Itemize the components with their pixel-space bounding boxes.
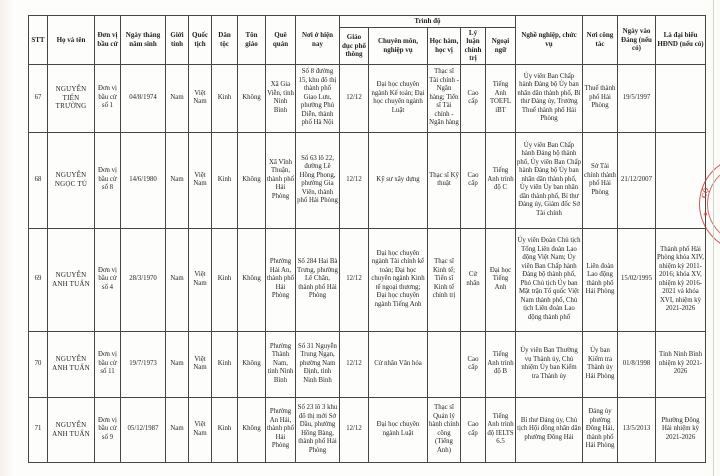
cell-chuyen-mon-nghiep-vu: Đại học chuyên ngành Luật [369,397,428,462]
cell-don-vi-bau-cu: Đơn vị bầu cử số 8 [95,132,121,228]
cell-ngoai-ngu: Đại học Tiếng Anh [486,228,516,331]
cell-ho-va-ten: NGUYỄN NGỌC TÚ [48,132,95,228]
cell-dai-bieu-hdnd: Thành phố Hải Phòng khóa XIV, nhiệm kỳ 2011-2016; khóa XV, nhiệm kỳ 2016-2021 và khóa XVI, nhiệm kỳ 2021-2026 [656,228,706,331]
cell-giao-duc-pho-thong: 12/12 [340,331,369,397]
cell-nghe-nghiep-chuc-vu: Bí thư Đảng ủy, Chủ tịch Hội đồng nhân dân phường Đông Hải [516,397,583,462]
cell-dan-toc: Kinh [212,132,238,228]
cell-ngay-vao-dang: 15/02/1995 [618,228,656,331]
cell-stt: 71 [29,397,48,462]
cell-que-quan: Phường An Hải, thành phố Hải Phòng [266,397,296,462]
cell-ngoai-ngu: Tiếng Anh trình độ B [486,331,516,397]
cell-dan-toc: Kinh [212,331,238,397]
cell-gioi-tinh: Nam [166,331,189,397]
cell-dai-bieu-hdnd: Phường Đông Hải nhiệm kỳ 2021-2026 [656,397,706,462]
table-row [29,397,706,462]
cell-hoc-ham-hoc-vi: Thạc sĩ Tài chính - Ngân hàng; Tiến sĩ Tài chính - Ngân hàng [428,64,461,132]
cell-ngay-thang-nam-sinh: 14/6/1980 [121,132,166,228]
header-group-row [29,16,706,28]
cell-que-quan: Xã Gia Viễn, tỉnh Ninh Bình [266,64,296,132]
cell-don-vi-bau-cu: Đơn vị bầu cử số 1 [95,64,121,132]
cell-ho-va-ten: NGUYỄN ANH TUẤN [48,228,95,331]
cell-dai-bieu-hdnd: Tỉnh Ninh Bình nhiệm kỳ 2021-2026 [656,331,706,397]
cell-ho-va-ten: NGUYỄN TIẾN TRƯỜNG [48,64,95,132]
col-header-quoc-tich: Quốc tịch [189,16,212,65]
cell-giao-duc-pho-thong: 12/12 [340,132,369,228]
cell-ho-va-ten: NGUYỄN ANH TUẤN [48,331,95,397]
cell-ly-luan-chinh-tri: Cao cấp [461,397,486,462]
cell-dai-bieu-hdnd [656,132,706,228]
scan-page-edge [713,0,714,476]
cell-quoc-tich: Việt Nam [189,228,212,331]
cell-giao-duc-pho-thong: 12/12 [340,397,369,462]
cell-que-quan: Xã Vĩnh Thuận, thành phố Hải Phòng [266,132,296,228]
cell-quoc-tich: Việt Nam [189,64,212,132]
cell-stt: 67 [29,64,48,132]
col-header-noi-o-hien-nay: Nơi ở hiện nay [296,16,340,65]
cell-gioi-tinh: Nam [166,397,189,462]
cell-noi-o-hien-nay: Số 31 Nguyễn Trung Ngạn, phường Nam Định, tỉnh Ninh Bình [296,331,340,397]
cell-nghe-nghiep-chuc-vu: Ủy viên Ban Thường vụ Thành ủy, Chủ nhiệm Ủy ban Kiểm tra Thành ủy [516,331,583,397]
table-header [29,16,706,65]
cell-ton-giao: Không [238,397,266,462]
cell-noi-cong-tac: Đảng ủy phường Đông Hải, thành phố Hải Phòng [583,397,618,462]
cell-hoc-ham-hoc-vi [428,331,461,397]
cell-noi-o-hien-nay: Số 63 lô 22, đường Lê Hồng Phong, phường Gia Viên, thành phố Hải Phòng [296,132,340,228]
cell-quoc-tich: Việt Nam [189,331,212,397]
cell-dai-bieu-hdnd [656,64,706,132]
col-header-dai-bieu-hdnd: Là đại biểu HĐND (nếu có) [656,16,706,65]
cell-ly-luan-chinh-tri: Cử nhân [461,228,486,331]
cell-chuyen-mon-nghiep-vu: Cử nhân Văn hóa [369,331,428,397]
cell-hoc-ham-hoc-vi: Thạc sĩ Quản lý hành chính công (Tiếng Anh) [428,397,461,462]
table-row [29,228,706,331]
cell-hoc-ham-hoc-vi: Thạc sĩ Kinh tế; Tiến sĩ Kinh tế chính trị [428,228,461,331]
col-header-dan-toc: Dân tộc [212,16,238,65]
cell-ngoai-ngu: Tiếng Anh trình độ IELTS 6.5 [486,397,516,462]
cell-chuyen-mon-nghiep-vu: Kỹ sư xây dựng [369,132,428,228]
cell-giao-duc-pho-thong: 12/12 [340,228,369,331]
cell-ngay-thang-nam-sinh: 04/8/1974 [121,64,166,132]
cell-ngoai-ngu: Tiếng Anh trình độ C [486,132,516,228]
cell-don-vi-bau-cu: Đơn vị bầu cử số 4 [95,228,121,331]
cell-nghe-nghiep-chuc-vu: Ủy viên Ban Chấp hành Đảng bộ thành phố, Ủy viên Ban Chấp hành Đảng bộ Ủy ban nhân dân thành phố, Ủy viên Ủy ban nhân dân thành phố, Bí thư Đảng ủy, Giám đốc Sở Tài chính [516,132,583,228]
col-header-ngay-thang-nam-sinh: Ngày tháng năm sinh [121,16,166,65]
cell-nghe-nghiep-chuc-vu: Ủy viên Đoàn Chủ tịch Tổng Liên đoàn Lao động Việt Nam; Ủy viên Ban Chấp hành Đảng bộ thành phố, Phó Chủ tịch Ủy ban Mặt trận Tổ quốc Việt Nam thành phố, Chủ tịch Liên đoàn Lao động thành phố [516,228,583,331]
cell-dan-toc: Kinh [212,64,238,132]
cell-hoc-ham-hoc-vi: Thạc sĩ Kỹ thuật [428,132,461,228]
cell-chuyen-mon-nghiep-vu: Đại học chuyên ngành Kế toán; Đại học chuyên ngành Luật [369,64,428,132]
cell-ly-luan-chinh-tri: Cao cấp [461,331,486,397]
cell-gioi-tinh: Nam [166,228,189,331]
col-header-ton-giao: Tôn giáo [238,16,266,65]
cell-que-quan: Phường Thành Nam, tỉnh Ninh Bình [266,331,296,397]
table-body [29,64,706,462]
col-header-don-vi-bau-cu: Đơn vị bầu cử [95,16,121,65]
cell-noi-o-hien-nay: Số 8 đường 15, khu đô thị thành phố Giao Lưu, phường Phú Diễn, thành phố Hà Nội [296,64,340,132]
cell-noi-cong-tac: Sở Tài chính thành phố Hải Phòng [583,132,618,228]
col-header-nghe-nghiep-chuc-vu: Nghề nghiệp, chức vụ [516,16,583,65]
col-header-ho-va-ten: Họ và tên [48,16,95,65]
table-row [29,132,706,228]
cell-ton-giao: Không [238,132,266,228]
cell-chuyen-mon-nghiep-vu: Đại học chuyên ngành Tài chính kế toán; Đại học chuyên ngành Kinh tế ngoại thương; Đại học chuyên ngành Tiếng Anh [369,228,428,331]
cell-stt: 70 [29,331,48,397]
col-header-ngay-vao-dang: Ngày vào Đảng (nếu có) [618,16,656,65]
cell-gioi-tinh: Nam [166,132,189,228]
cell-noi-o-hien-nay: Số 284 Hai Bà Trưng, phường Lê Chân, thành phố Hải Phòng [296,228,340,331]
cell-stt: 69 [29,228,48,331]
col-header-gioi-tinh: Giới tính [166,16,189,65]
cell-noi-cong-tac: Thuế thành phố Hải Phòng [583,64,618,132]
cell-que-quan: Phường Hải An, thành phố Hải Phòng [266,228,296,331]
cell-don-vi-bau-cu: Đơn vị bầu cử số 11 [95,331,121,397]
seal-star-icon: ★ [702,211,710,219]
cell-ngay-vao-dang: 21/12/2007 [618,132,656,228]
cell-noi-cong-tac: Ủy ban Kiểm tra Thành ủy Hải Phòng [583,331,618,397]
cell-noi-cong-tac: Liên đoàn Lao động thành phố Hải Phòng [583,228,618,331]
col-header-que-quan: Quê quán [266,16,296,65]
col-header-giao-duc-pho-thong: Giáo dục phổ thông [340,28,369,65]
col-header-hoc-ham-hoc-vi: Học hàm, học vị [428,28,461,65]
table-row [29,331,706,397]
cell-stt: 68 [29,132,48,228]
table-row [29,64,706,132]
cell-giao-duc-pho-thong: 12/12 [340,64,369,132]
cell-ton-giao: Không [238,331,266,397]
cell-ngay-vao-dang: 01/8/1998 [618,331,656,397]
candidate-info-table [28,15,706,463]
col-header-chuyen-mon-nghiep-vu: Chuyên môn, nghiệp vụ [369,28,428,65]
cell-nghe-nghiep-chuc-vu: Ủy viên Ban Chấp hành Đảng bộ Ủy ban nhân dân thành phố, Bí thư Đảng ủy, Trưởng Thuế thành phố Hải Phòng [516,64,583,132]
cell-ly-luan-chinh-tri: Cao cấp [461,132,486,228]
cell-ho-va-ten: NGUYỄN ANH TUẤN [48,397,95,462]
cell-noi-o-hien-nay: Số 23 lô 3 khu đô thị mới Sở Dầu, phường Hồng Bàng, thành phố Hải Phòng [296,397,340,462]
cell-ngay-thang-nam-sinh: 05/12/1987 [121,397,166,462]
cell-dan-toc: Kinh [212,397,238,462]
cell-quoc-tich: Việt Nam [189,397,212,462]
seal-text: CỘ [699,186,711,200]
cell-quoc-tich: Việt Nam [189,132,212,228]
col-header-stt: STT [29,16,48,65]
cell-dan-toc: Kinh [212,228,238,331]
cell-ton-giao: Không [238,228,266,331]
cell-ngay-vao-dang: 13/5/2013 [618,397,656,462]
cell-gioi-tinh: Nam [166,64,189,132]
cell-don-vi-bau-cu: Đơn vị bầu cử số 9 [95,397,121,462]
col-header-noi-cong-tac: Nơi công tác [583,16,618,65]
cell-ton-giao: Không [238,64,266,132]
cell-ngay-thang-nam-sinh: 28/3/1970 [121,228,166,331]
col-header-ngoai-ngu: Ngoại ngữ [486,28,516,65]
cell-ngoai-ngu: Tiếng Anh TOEFL iBT [486,64,516,132]
cell-ngay-vao-dang: 19/5/1997 [618,64,656,132]
cell-ngay-thang-nam-sinh: 19/7/1973 [121,331,166,397]
cell-ly-luan-chinh-tri: Cao cấp [461,64,486,132]
col-header-group-trinh-do: Trình độ [340,16,516,28]
col-header-ly-luan-chinh-tri: Lý luận chính trị [461,28,486,65]
